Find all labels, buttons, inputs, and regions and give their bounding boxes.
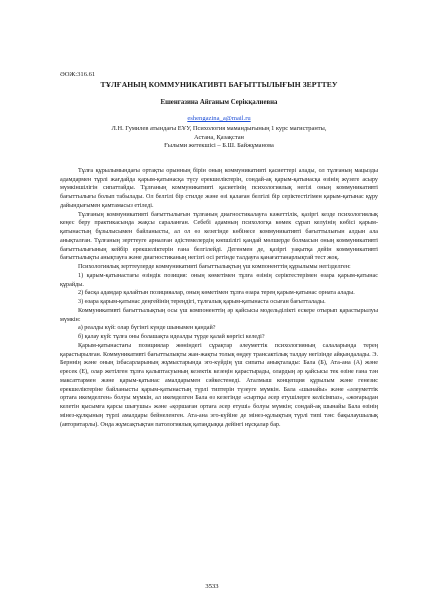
body-paragraph-5: Қарым-қатынастағы позициялар жөніндегі сұрақтар әлеуметтік психологияның салаларында терең қарастырылған. Коммуникативті бағыттылықты жан-жақты толық өңдеу трансактілық талдау негізінде айқындалады. Э. Берннің және оның ізбасарларының жұмыстарында эго-күйдің үш сипаты анықталады: Бала (Б), Ата-ана (А) және ересек (Е), олар жетілген тұлға қалыптасуының кезектік кезеңін қарастырады, олардың әр қайсысы тек өзіне ғана тән максаттармен және қарым-қатынас амалдарымен сәйкестенеді. Аталмыш концепция құрылым және генезис ерекшеліктеріне байланысты қарым-қатынастың түрлі типтерін түзеуге мүмкін. Бала «шынайы» және «әлеуметтік ортаға икемделген» болуы мүмкін, ал икемделген Бала өз кезегінде «сыртқы әсер етушілерге келісімпаз», «жоғарыдан келетін қысымға қарсы шығушы» және «қоршаған ортаға әсер етуші» болуы мүмкін; сондай-ақ шынайы Бала өзінің мінез-құлқының түрлі амалдары бейнеленген. Ата-ана эго-күйіне де мінез-құлықтың түрлі типі тән: бақылаушылық (авторитарлы). Онда жұмсақтықтан патологиялық қатаңдыққа дейінгі нұсқалар бар. <box>60 342 378 428</box>
list-item-3: 3) өзара қарым-қатынас деңгейінің тереңдігі, тұлғалық қарым-қатынаста осыған бағытталады. <box>78 299 326 306</box>
body-paragraph-2: Тұлғаның коммуникативті бағыттылығын тұлғаның диагностикалауға кәжеттілік, қазіргі кезде психологиялық кеңес беру практикасында жақсы сараланған. Себебі адамның психологқа көмек сұрап келуінің көбісі қарым-қатынастың бұзылысымен байланысты, ал ол өз кезегінде көбінесе коммуникативті бағыттылығын алдын ала анықталған. Тұлғаның зерттеуге арналған әдістемелердің көпшілігі қандай мөлшерде болмасын оның коммуникативті бағыттылығының кейбір ерекшеліктерін ғана белгілейді. Дегенмен де, қазіргі уақытқа дейін коммуникативті бағыттылықты анықтауға және диагностиканың негізгі осі ретінде талдауға қанағаттанарлықтай тест жоқ. <box>60 211 378 262</box>
article-title: ТҰЛҒАНЫҢ КОММУНИКАТИВТІ БАҒЫТТЫЛЫҒЫН ЗЕРТТЕУ <box>100 80 338 89</box>
list-item-1: 1) қарым-қатынастағы өзіндік позиция: оның көметімен тұлға өзінің серіктестерімен өзара қарым-қатынас құрайды. <box>60 272 378 288</box>
author-email-link[interactable]: eshengazina_a@mail.ru <box>187 115 251 122</box>
list-item-b: б) қалау күй: тұлға оны болашақта идеалды түрде қалай көргісі келеді? <box>78 334 265 341</box>
spacer <box>60 151 378 167</box>
list-item-2: 2) басқа адамдар қалайтын позицияалар, оның көметімен тұлға өзара терең қарым-қатынас орната алады. <box>78 290 355 297</box>
body-paragraph-3: Психологиялық зерттеулерде коммуникативті бағыттылықтың үш компоненттің құрылымы негізделген: <box>78 264 351 271</box>
body-paragraph-4: Коммуникативті бағыттылықтың осы үш компоненттің әр қайсысы модельділікті ескере отырып қарастырылуы мүмкін: <box>60 307 378 323</box>
affiliation-line-2: Астана, Қазақстан <box>194 133 244 141</box>
affiliation-line-1: Л.Н. Гумилев атындағы ЕҰУ, Психология мамандығының 1 курс магистранты, <box>111 125 327 132</box>
udc-code: ӘОЖ:316.61 <box>60 71 96 78</box>
list-item-a: а) реалды күй: олар бүгінгі күнде шынымен қандай? <box>78 325 216 332</box>
page-number: 3533 <box>205 583 219 590</box>
body-paragraph-1: Тұлға құрылымындағы ортақты орынның бірін оның коммуникативті қасиеттері алады, ол тұлғаның мацызды адамдармен тұрлі жағдайда қарым-қатынасқа түсу ерекшеліктерін, сондай-ақ қарым-қатынасқа өзінің жүзеге асыру мүмкіншілігін сипаттайды. Тұлғаның коммуникативті қасиетінің психологиялық негізі оның коммуникативті бағыттылығы болып табылады. Ол белгілі бір стилде және өзі қалаған белгілі бір серіктестігімен қарым-қатынас құру дайындығымен қамтамасыз етіледі. <box>60 167 378 209</box>
author-name: Ешенгазина Айганым Серікқалиевна <box>160 99 278 106</box>
supervisor-line: Ғылыми жетекшісі – Б.Ш. Байжұманова <box>164 142 274 150</box>
